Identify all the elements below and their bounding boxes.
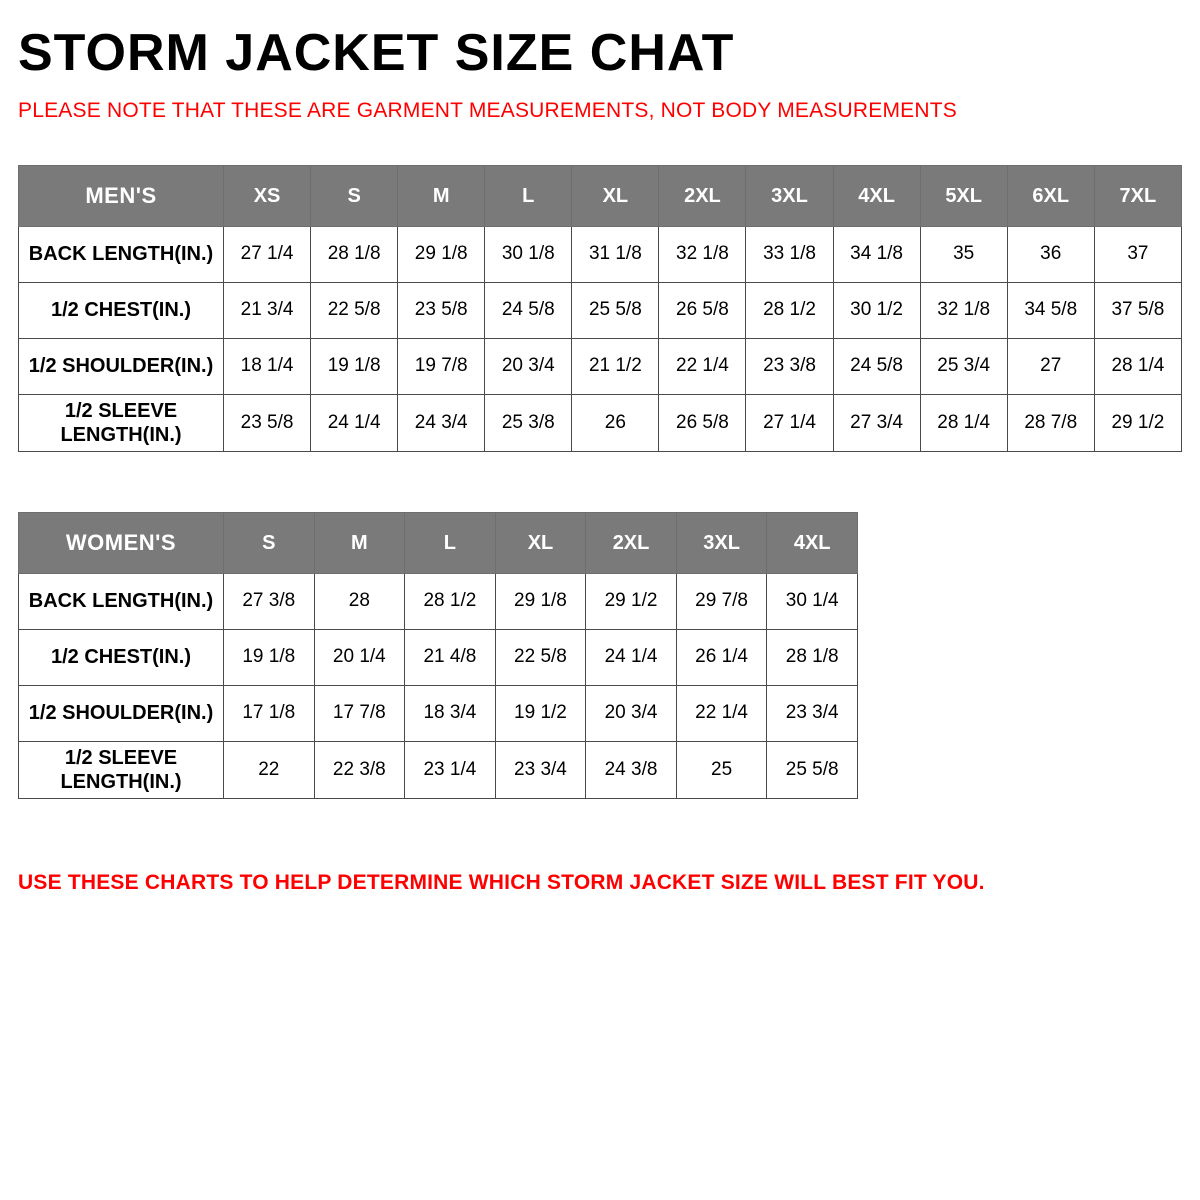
measurement-value: 21 3/4 — [224, 282, 311, 338]
measurement-value: 28 1/8 — [311, 226, 398, 282]
womens-table-body — [19, 573, 858, 798]
measurement-value: 27 3/4 — [833, 394, 920, 451]
men-size-header: 4XL — [833, 165, 920, 226]
measurement-value: 37 — [1094, 226, 1181, 282]
men-size-header: S — [311, 165, 398, 226]
men-size-header: 2XL — [659, 165, 746, 226]
table-row — [19, 629, 858, 685]
measurement-value: 22 3/8 — [314, 741, 405, 798]
measurement-value: 20 3/4 — [485, 338, 572, 394]
measurement-value: 25 5/8 — [572, 282, 659, 338]
women-size-header: M — [314, 512, 405, 573]
womens-table-header — [19, 512, 858, 573]
mens-table-body — [19, 226, 1182, 451]
measurement-value: 28 1/4 — [1094, 338, 1181, 394]
measurement-value: 32 1/8 — [659, 226, 746, 282]
measurement-value: 33 1/8 — [746, 226, 833, 282]
measurement-label: 1/2 SLEEVE LENGTH(IN.) — [19, 394, 224, 451]
measurement-value: 20 1/4 — [314, 629, 405, 685]
measurement-value: 22 1/4 — [659, 338, 746, 394]
measurement-value: 28 1/4 — [920, 394, 1007, 451]
measurement-value: 23 3/4 — [767, 685, 858, 741]
measurement-value: 31 1/8 — [572, 226, 659, 282]
men-size-header: XS — [224, 165, 311, 226]
mens-header-row — [19, 165, 1182, 226]
measurement-label: 1/2 SHOULDER(IN.) — [19, 685, 224, 741]
measurement-value: 28 1/2 — [746, 282, 833, 338]
measurement-value: 29 7/8 — [676, 573, 767, 629]
measurement-value: 26 5/8 — [659, 394, 746, 451]
measurement-value: 24 1/4 — [311, 394, 398, 451]
measurement-value: 19 7/8 — [398, 338, 485, 394]
men-size-header: 5XL — [920, 165, 1007, 226]
measurement-value: 19 1/8 — [224, 629, 315, 685]
table-row — [19, 226, 1182, 282]
measurement-label: 1/2 SHOULDER(IN.) — [19, 338, 224, 394]
measurement-value: 30 1/4 — [767, 573, 858, 629]
women-size-header: 3XL — [676, 512, 767, 573]
measurement-label: 1/2 CHEST(IN.) — [19, 282, 224, 338]
measurement-value: 20 3/4 — [586, 685, 677, 741]
measurement-value: 36 — [1007, 226, 1094, 282]
women-size-header: S — [224, 512, 315, 573]
men-size-header: 3XL — [746, 165, 833, 226]
measurement-value: 26 5/8 — [659, 282, 746, 338]
measurement-value: 30 1/2 — [833, 282, 920, 338]
women-size-header: L — [405, 512, 496, 573]
measurement-value: 29 1/8 — [398, 226, 485, 282]
measurement-value: 18 1/4 — [224, 338, 311, 394]
measurement-value: 28 1/2 — [405, 573, 496, 629]
measurement-value: 18 3/4 — [405, 685, 496, 741]
measurement-value: 23 1/4 — [405, 741, 496, 798]
measurement-value: 25 3/4 — [920, 338, 1007, 394]
men-size-header: 7XL — [1094, 165, 1181, 226]
measurement-value: 28 — [314, 573, 405, 629]
measurement-value: 34 1/8 — [833, 226, 920, 282]
men-size-header: XL — [572, 165, 659, 226]
table-row — [19, 338, 1182, 394]
measurement-value: 24 1/4 — [586, 629, 677, 685]
measurement-value: 24 3/8 — [586, 741, 677, 798]
measurement-value: 25 3/8 — [485, 394, 572, 451]
page-title: STORM JACKET SIZE CHAT — [18, 24, 735, 82]
womens-size-table — [18, 512, 858, 799]
mens-table-header — [19, 165, 1182, 226]
measurement-value: 23 3/8 — [746, 338, 833, 394]
measurement-value: 21 1/2 — [572, 338, 659, 394]
men-size-header: 6XL — [1007, 165, 1094, 226]
measurement-value: 27 3/8 — [224, 573, 315, 629]
measurement-value: 22 1/4 — [676, 685, 767, 741]
measurement-value: 32 1/8 — [920, 282, 1007, 338]
table-row — [19, 573, 858, 629]
women-size-header: XL — [495, 512, 586, 573]
measurement-value: 22 — [224, 741, 315, 798]
women-corner-label: WOMEN'S — [19, 512, 224, 573]
measurement-value: 23 5/8 — [398, 282, 485, 338]
measurement-value: 37 5/8 — [1094, 282, 1181, 338]
measurement-value: 24 3/4 — [398, 394, 485, 451]
measurement-value: 34 5/8 — [1007, 282, 1094, 338]
measurement-value: 28 1/8 — [767, 629, 858, 685]
measurement-value: 17 1/8 — [224, 685, 315, 741]
table-row — [19, 685, 858, 741]
measurement-value: 22 5/8 — [311, 282, 398, 338]
table-spacer — [18, 452, 1182, 512]
measurement-value: 25 — [676, 741, 767, 798]
measurement-value: 29 1/8 — [495, 573, 586, 629]
measurement-value: 26 — [572, 394, 659, 451]
measurement-value: 35 — [920, 226, 1007, 282]
measurement-label: BACK LENGTH(IN.) — [19, 226, 224, 282]
men-corner-label: MEN'S — [19, 165, 224, 226]
measurement-value: 24 5/8 — [485, 282, 572, 338]
womens-header-row — [19, 512, 858, 573]
measurement-value: 26 1/4 — [676, 629, 767, 685]
table-row — [19, 394, 1182, 451]
measurement-value: 29 1/2 — [586, 573, 677, 629]
measurement-label: 1/2 SLEEVE LENGTH(IN.) — [19, 741, 224, 798]
measurement-value: 25 5/8 — [767, 741, 858, 798]
measurement-value: 17 7/8 — [314, 685, 405, 741]
women-size-header: 4XL — [767, 512, 858, 573]
men-size-header: M — [398, 165, 485, 226]
mens-size-table — [18, 165, 1182, 452]
measurement-label: 1/2 CHEST(IN.) — [19, 629, 224, 685]
measurement-value: 19 1/8 — [311, 338, 398, 394]
table-row — [19, 741, 858, 798]
measurement-value: 27 1/4 — [224, 226, 311, 282]
measurement-value: 23 3/4 — [495, 741, 586, 798]
measurement-value: 30 1/8 — [485, 226, 572, 282]
measurement-value: 19 1/2 — [495, 685, 586, 741]
measurement-label: BACK LENGTH(IN.) — [19, 573, 224, 629]
measurement-value: 27 — [1007, 338, 1094, 394]
bottom-note: USE THESE CHARTS TO HELP DETERMINE WHICH STORM JACKET SIZE WILL BEST FIT YOU. — [18, 870, 985, 894]
measurement-value: 28 7/8 — [1007, 394, 1094, 451]
men-size-header: L — [485, 165, 572, 226]
table-row — [19, 282, 1182, 338]
measurement-value: 27 1/4 — [746, 394, 833, 451]
measurement-value: 22 5/8 — [495, 629, 586, 685]
measurement-value: 24 5/8 — [833, 338, 920, 394]
measurement-value: 23 5/8 — [224, 394, 311, 451]
measurement-value: 29 1/2 — [1094, 394, 1181, 451]
measurement-value: 21 4/8 — [405, 629, 496, 685]
top-note: PLEASE NOTE THAT THESE ARE GARMENT MEASUREMENTS, NOT BODY MEASUREMENTS — [18, 98, 957, 122]
women-size-header: 2XL — [586, 512, 677, 573]
